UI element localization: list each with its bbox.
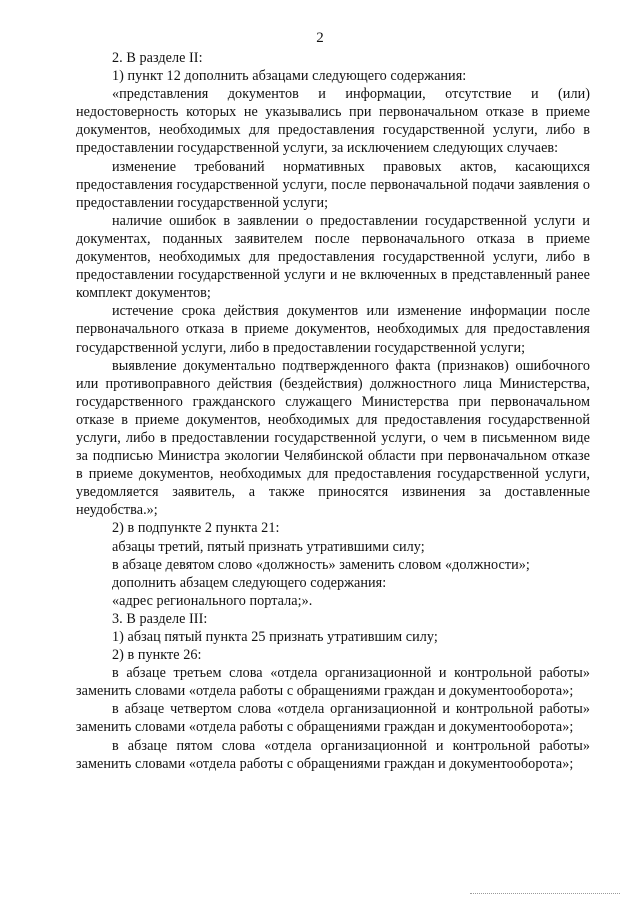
paragraph: в абзаце четвертом слова «отдела организационной и контрольной работы» заменить словами «отдела работы с обращениями граждан и документооборота»; [76, 701, 590, 736]
paragraph: 1) абзац пятый пункта 25 признать утратившим силу; [112, 629, 438, 645]
paragraph: 2) в пункте 26: [112, 647, 202, 664]
paragraph: истечение срока действия документов или изменение информации после первоначального отказа в приеме документов, необходимых для предоставления государственной услуги, либо в предоставлении государственной услуги; [76, 303, 590, 356]
paragraph: наличие ошибок в заявлении о предоставлении государственной услуги и документах, поданных заявителем после первоначального отказа в приеме документов, необходимых для предоставления государственной услуги, либо в предоставлении государственной услуги и не включенных в представленный ранее комплект документов; [76, 212, 590, 302]
paragraph: 1) пункт 12 дополнить абзацами следующего содержания: [112, 68, 467, 85]
scan-artifact-line [470, 893, 620, 894]
paragraph: в абзаце пятом слова «отдела организационной и контрольной работы» заменить словами «отдела работы с обращениями граждан и документооборота»; [76, 737, 590, 772]
section-heading: 3. В разделе III: [112, 610, 208, 627]
paragraph: абзацы третий, пятый признать утратившими силу; [112, 538, 425, 555]
paragraph: дополнить абзацем следующего содержания: [112, 574, 387, 591]
paragraph: в абзаце девятом слово «должность» заменить словом «должности»; [112, 556, 530, 573]
paragraph: 2) в подпункте 2 пункта 21: [112, 520, 280, 537]
paragraph: выявление документально подтвержденного факта (признаков) ошибочного или противоправного действия (бездействия) должностного лица Министерства, государственного гражданского служащего Министерства при первоначальном отказе в приеме документов, необходимых для предоставления государственной услуги, либо в предоставлении государственной услуги, о чем в письменном виде за подписью Министра экологии Челябинской области при первоначальном отказе в приеме документов, необходимых для предоставления государственной услуги, уведомляется заявитель, а также приносятся извинения за доставленные неудобства.»; [76, 357, 590, 519]
document-body [76, 49, 590, 773]
paragraph: «представления документов и информации, отсутствие и (или) недостоверность которых не указывались при первоначальном отказе в приеме документов, необходимых для предоставления государственной услуги, либо в предоставлении государственной услуги, за исключением следующих случаев: [76, 86, 590, 157]
section-heading: 2. В разделе II: [112, 50, 203, 66]
paragraph: «адрес регионального портала;». [112, 592, 313, 609]
paragraph: в абзаце третьем слова «отдела организационной и контрольной работы» заменить словами «отдела работы с обращениями граждан и документооборота»; [76, 665, 590, 700]
paragraph: изменение требований нормативных правовых актов, касающихся предоставления государственной услуги, после первоначальной подачи заявления о предоставлении государственной услуги; [76, 158, 590, 211]
page-number: 2 [316, 30, 324, 46]
